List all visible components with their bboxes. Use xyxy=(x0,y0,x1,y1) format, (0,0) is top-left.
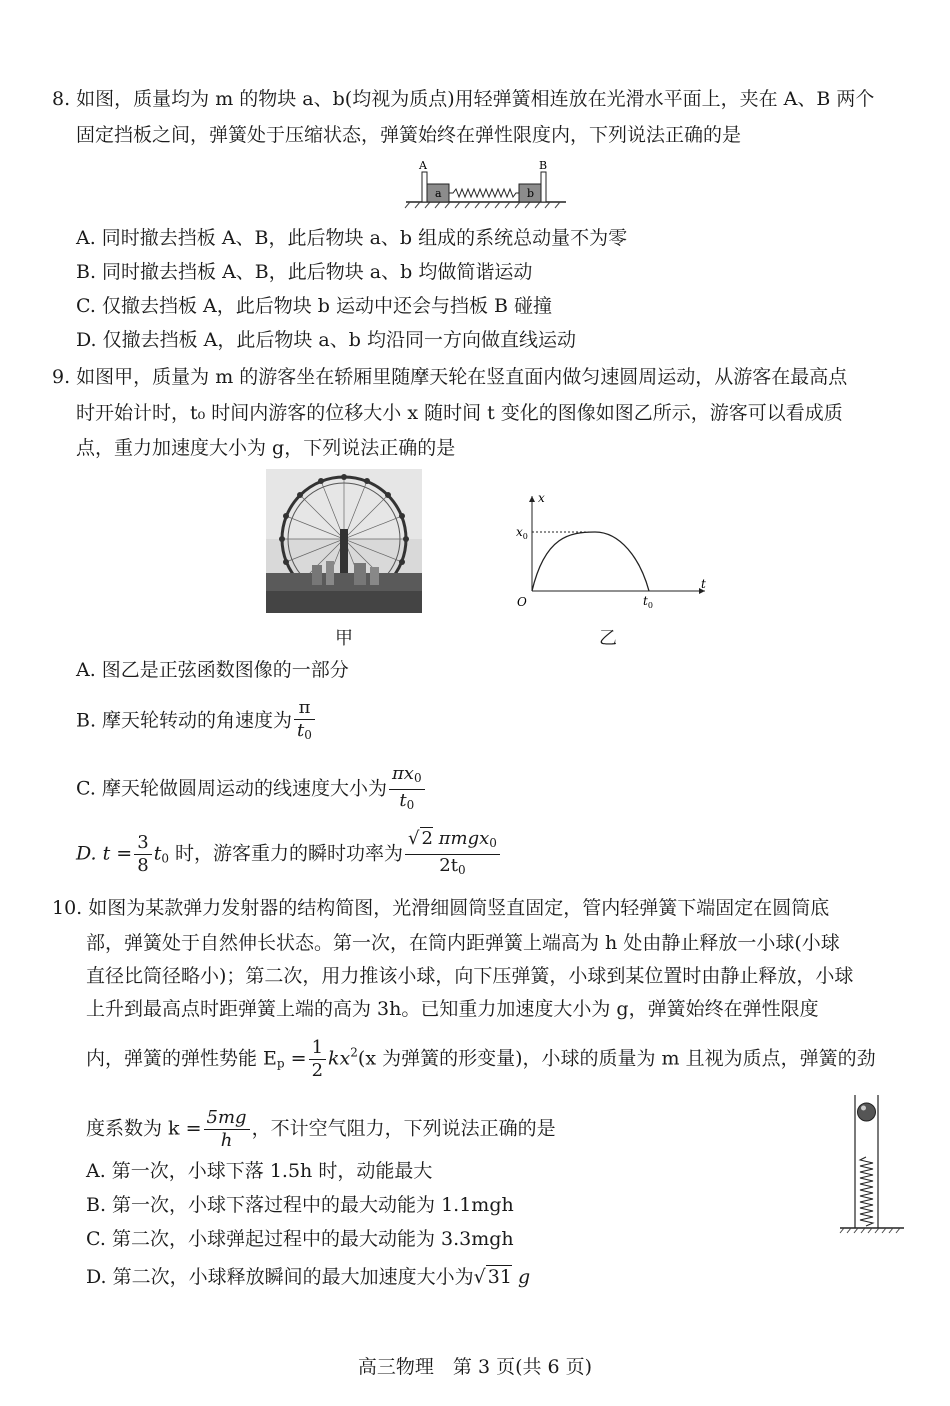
barrier-B xyxy=(541,172,546,202)
svg-text:x0 xyxy=(516,525,528,541)
q10-option-c: C. 第二次，小球弹起过程中的最大动能为 3.3mgh xyxy=(86,1228,514,1250)
q10-k-fraction: $\frac{5mg}{h}$ xyxy=(204,1107,250,1152)
q8-spring-block-figure xyxy=(400,158,570,214)
label-b: b xyxy=(527,187,535,200)
q10-stem-line4: 上升到最高点时距弹簧上端的高为 3h。已知重力加速度大小为 g，弹簧始终在弹性限度 xyxy=(86,998,819,1020)
page-footer: 高三物理 第 3 页(共 6 页) xyxy=(357,1356,593,1378)
q9-stem-line2: 时开始计时，t₀ 时间内游客的位移大小 x 随时间 t 变化的图像如图乙所示，游客可以看成质 xyxy=(76,402,843,424)
q9-stem-line1: 9. 如图甲，质量为 m 的游客坐在轿厢里随摩天轮在竖直面内做匀速圆周运动，从游客在最高点 xyxy=(52,366,848,388)
x-axis-label: t xyxy=(701,577,706,591)
q10-stem-line1: 10. 如图为某款弹力发射器的结构简图，光滑细圆筒竖直固定，管内轻弹簧下端固定在圆筒底 xyxy=(52,897,830,919)
q8-stem-line1: 8. 如图，质量均为 m 的物块 a、b(均视为质点)用轻弹簧相连放在光滑水平面上，夹在 A、B 两个 xyxy=(52,88,875,110)
q9-option-c-fraction: $\frac{\pi x_0}{t_0}$ xyxy=(389,763,425,816)
ferris-wheel-photo xyxy=(266,469,422,613)
q8-option-d: D. 仅撤去挡板 A，此后物块 a、b 均沿同一方向做直线运动 xyxy=(76,329,576,351)
spring xyxy=(449,189,519,197)
q9-option-d-time-fraction: $\frac{3}{8}$ xyxy=(134,832,151,877)
q9-option-c-text: C. 摩天轮做圆周运动的线速度大小为 xyxy=(76,777,387,800)
x-t-curve xyxy=(532,532,649,591)
q9-option-c xyxy=(76,763,427,816)
label-a: a xyxy=(435,187,442,200)
x0-sub: 0 xyxy=(522,532,528,541)
q10-stem-line3: 直径比筒径略小)；第二次，用力推该小球，向下压弹簧，小球到某位置时由静止释放，小球 xyxy=(86,965,854,987)
label-B: B xyxy=(539,159,548,172)
t0-label: t xyxy=(643,594,648,608)
q10-option-d: D. 第二次，小球释放瞬间的最大加速度大小为√ 31 g xyxy=(86,1266,531,1288)
caption-jia: 甲 xyxy=(335,628,353,649)
q9-option-b xyxy=(76,697,317,746)
q9-option-a: A. 图乙是正弦函数图像的一部分 xyxy=(76,659,349,681)
q9-stem-line3: 点，重力加速度大小为 g，下列说法正确的是 xyxy=(76,437,456,459)
q9-option-d-power-fraction: $\frac{√ 2 \pi mgx_0}{2t_0}$ xyxy=(405,828,500,881)
svg-text:t0 xyxy=(643,594,653,610)
q10-stem-line6: 度系数为 k = $\frac{5mg}{h}$ ，不计空气阻力，下列说法正确的是 xyxy=(86,1107,556,1151)
q9-option-b-text: B. 摩天轮转动的角速度为 xyxy=(76,709,293,732)
origin-label: O xyxy=(517,595,527,609)
launcher-spring xyxy=(860,1157,873,1226)
caption-yi: 乙 xyxy=(599,628,617,649)
q10-option-b: B. 第一次，小球下落过程中的最大动能为 1.1mgh xyxy=(86,1194,514,1216)
q10-stem-line5: 内，弹簧的弹性势能 $E_p$ = $\frac{1}{2}$ $kx^2(x$ 为弹簧的形变量)，小球的质量为 m 且视为质点，弹簧的劲 xyxy=(86,1037,876,1081)
barrier-A xyxy=(422,172,427,202)
ball xyxy=(858,1103,876,1121)
q8-option-b: B. 同时撤去挡板 A、B，此后物块 a、b 均做简谐运动 xyxy=(76,261,533,283)
q10-option-a: A. 第一次，小球下落 1.5h 时，动能最大 xyxy=(86,1160,433,1182)
q8-stem-line2: 固定挡板之间，弹簧处于压缩状态，弹簧始终在弹性限度内，下列说法正确的是 xyxy=(76,124,742,146)
x0-label: x xyxy=(516,525,523,539)
spring-launcher-figure xyxy=(838,1095,908,1235)
q8-option-c: C. 仅撤去挡板 A，此后物块 b 运动中还会与挡板 B 碰撞 xyxy=(76,295,552,317)
t0-sub: 0 xyxy=(647,601,653,610)
label-A: A xyxy=(419,159,427,172)
q9-option-b-fraction: $\frac{\pi}{t_0}$ xyxy=(294,697,315,746)
q10-half-fraction: $\frac{1}{2}$ xyxy=(309,1037,326,1082)
displacement-time-graph xyxy=(505,488,715,613)
q9-option-d: D. t = $\frac{3}{8}$ $t_0$ 时，游客重力的瞬时功率为 $\frac{√ 2 \pi mgx_0}{2t_0}$ xyxy=(76,828,502,881)
q10-stem-line2: 部，弹簧处于自然伸长状态。第一次，在筒内距弹簧上端高为 h 处由静止释放一小球(小球 xyxy=(86,932,840,954)
y-axis-label: x xyxy=(538,491,545,505)
q8-option-a: A. 同时撤去挡板 A、B，此后物块 a、b 组成的系统总动量不为零 xyxy=(76,227,628,249)
